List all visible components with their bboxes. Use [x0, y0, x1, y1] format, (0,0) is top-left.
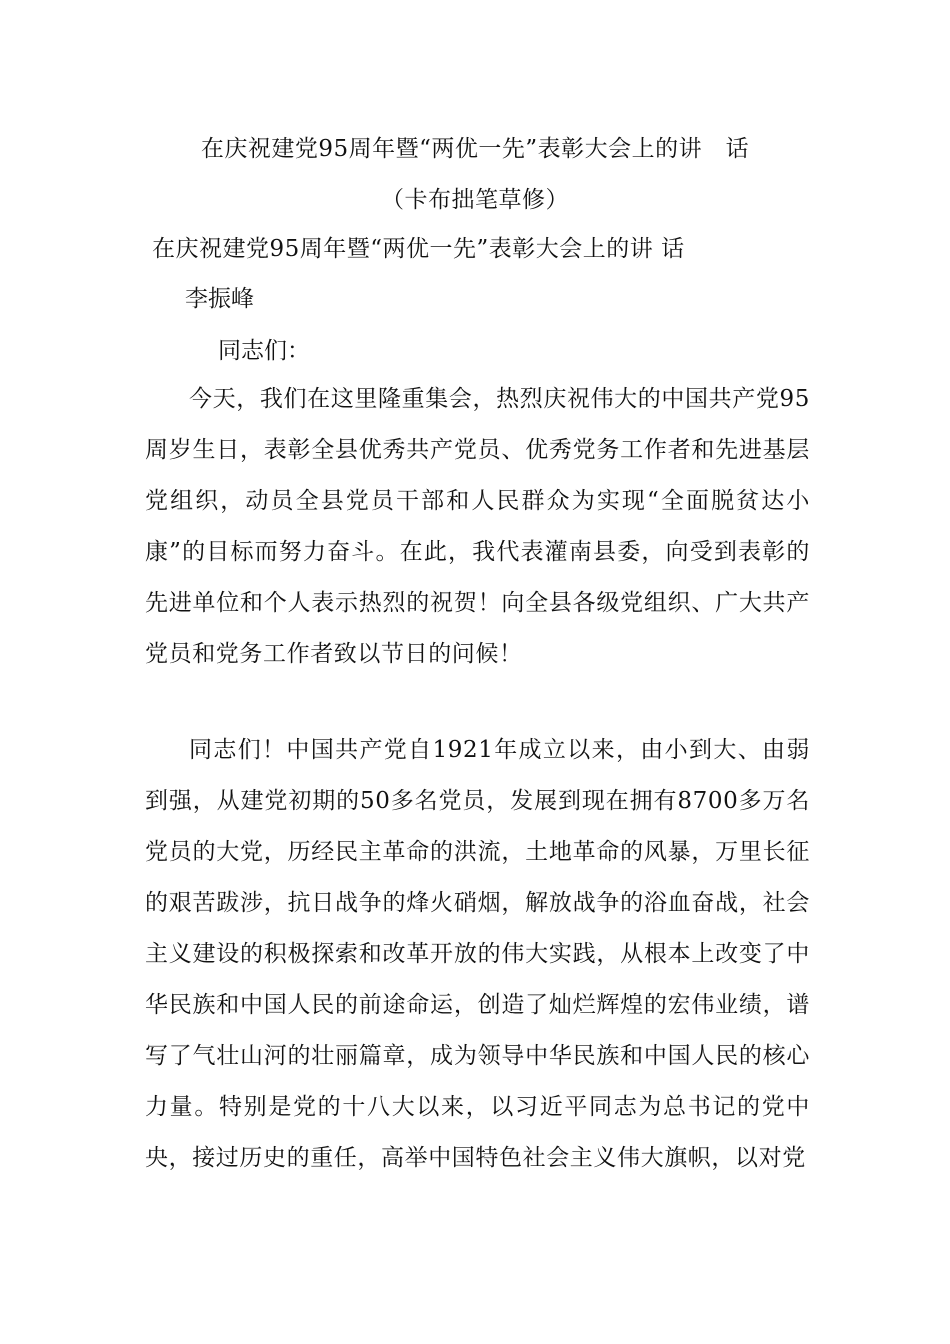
greeting: 同志们：: [218, 338, 310, 364]
document-title-note: （卡布拙笔草修）: [381, 187, 569, 213]
document-title: 在庆祝建党95周年暨“两优一先”表彰大会上的讲 话: [200, 136, 750, 162]
body-paragraph: 同志们！中国共产党自1921年成立以来，由小到大、由弱到强，从建党初期的50多名党员，发展到现在拥有8700多万名党员的大党，历经民主革命的洪流，土地革命的风暴，万里长征的艰苦跋涉，抗日战争的烽火硝烟，解放战争的浴血奋战，社会主义建设的积极探索和改革开放的伟大实践，从根本上改变了中华民族和中国人民的前途命运，创造了灿烂辉煌的宏伟业绩，谱写了气壮山河的壮丽篇章，成为领导中华民族和中国人民的核心力量。特别是党的十八大以来，以习近平同志为总书记的党中央，接过历史的重任，高举中国特色社会主义伟大旗帜，以对党: [145, 737, 810, 1171]
body-paragraph: 今天，我们在这里隆重集会，热烈庆祝伟大的中国共产党95周岁生日，表彰全县优秀共产党员、优秀党务工作者和先进基层党组织，动员全县党员干部和人民群众为实现“全面脱贫达小康”的目标而努力奋斗。在此，我代表灌南县委，向受到表彰的先进单位和个人表示热烈的祝贺！向全县各级党组织、广大共产党员和党务工作者致以节日的问候！: [145, 386, 810, 667]
author-name: 李振峰: [185, 286, 254, 312]
speech-heading: 在庆祝建党95周年暨“两优一先”表彰大会上的讲 话: [152, 236, 685, 262]
